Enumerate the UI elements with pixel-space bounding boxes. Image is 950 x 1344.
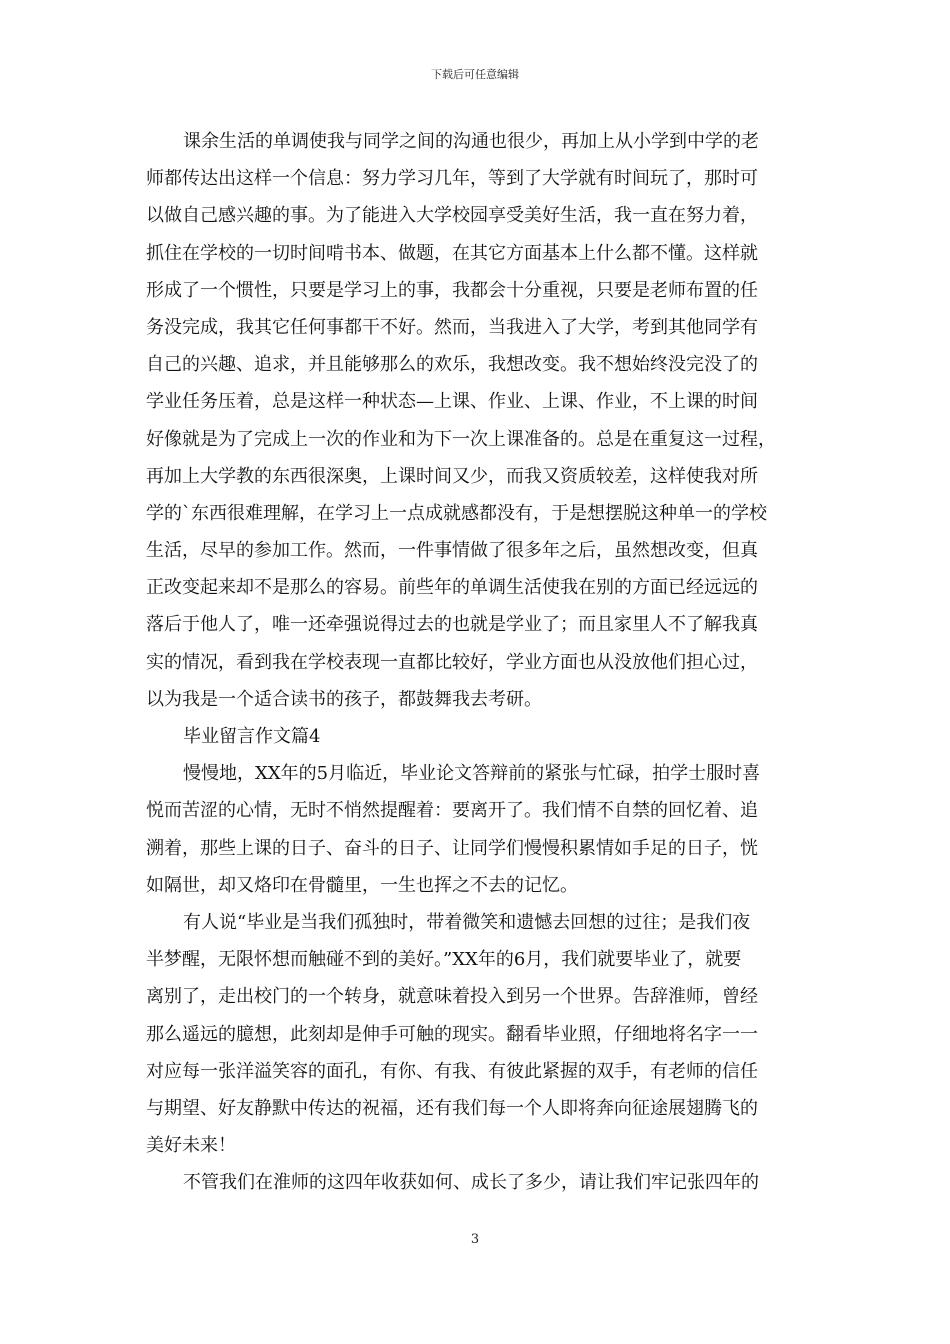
text-line: 美好未来！ bbox=[146, 1135, 236, 1157]
text-line: 形成了一个惯性，只要是学习上的事，我都会十分重视，只要是老师布置的任 bbox=[146, 279, 758, 301]
text-line: 有人说“毕业是当我们孤独时，带着微笑和遗憾去回想的过往；是我们夜 bbox=[183, 911, 751, 933]
text-line: 自己的兴趣、追求，并且能够那么的欢乐，我想改变。我不想始终没完没了的 bbox=[146, 354, 758, 376]
text-line: 课余生活的单调使我与同学之间的沟通也很少，再加上从小学到中学的老 bbox=[183, 131, 759, 152]
text-line: 如隔世，却又烙印在骨髓里，一生也挥之不去的记忆。 bbox=[146, 874, 578, 896]
text-line: 慢慢地，XX年的5月临近，毕业论文答辩前的紧张与忙碌，拍学士服时喜 bbox=[183, 763, 761, 785]
text-line: 离别了，走出校门的一个转身，就意味着投入到另一个世界。告辞淮师，曾经 bbox=[146, 986, 758, 1008]
text-line: 学业任务压着，总是这样一种状态—上课、作业、上课、作业，不上课的时间 bbox=[146, 391, 758, 413]
page-header: 下载后可任意编辑 bbox=[431, 68, 519, 81]
text-line: 半梦醒，无限怀想而触碰不到的美好。”XX年的6月，我们就要毕业了，就要 bbox=[146, 949, 742, 971]
text-line: 正改变起来却不是那么的容易。前些年的单调生活使我在别的方面已经远远的 bbox=[146, 577, 758, 599]
text-line: 那么遥远的臆想，此刻却是伸手可触的现实。翻看毕业照，仔细地将名字一一 bbox=[146, 1023, 758, 1045]
text-line: 生活，尽早的参加工作。然而，一件事情做了很多年之后，虽然想改变，但真 bbox=[146, 540, 758, 562]
page-number: 3 bbox=[470, 1232, 480, 1247]
text-line: 悦而苦涩的心情，无时不悄然提醒着：要离开了。我们情不自禁的回忆着、追 bbox=[146, 800, 758, 822]
text-line: 学的`东西很难理解，在学习上一点成就感都没有，于是想摆脱这种单一的学校 bbox=[146, 502, 767, 524]
text-line: 实的情况，看到我在学校表现一直都比较好，学业方面也从没放他们担心过， bbox=[146, 651, 758, 673]
body-text bbox=[146, 123, 814, 1201]
text-line: 对应每一张洋溢笑容的面孔，有你、有我、有彼此紧握的双手，有老师的信任 bbox=[146, 1060, 758, 1082]
text-line: 落后于他人了，唯一还牵强说得过去的也就是学业了；而且家里人不了解我真 bbox=[146, 614, 758, 636]
section-heading: 毕业留言作文篇4 bbox=[183, 726, 321, 747]
text-line: 以做自己感兴趣的事。为了能进入大学校园享受美好生活，我一直在努力着， bbox=[146, 205, 758, 227]
text-line: 以为我是一个适合读书的孩子，都鼓舞我去考研。 bbox=[146, 688, 542, 710]
text-line: 务没完成，我其它任何事都干不好。然而，当我进入了大学，考到其他同学有 bbox=[146, 316, 758, 338]
text-line: 抓住在学校的一切时间啃书本、做题，在其它方面基本上什么都不懂。这样就 bbox=[146, 242, 758, 264]
text-line: 好像就是为了完成上一次的作业和为下一次上课准备的。总是在重复这一过程， bbox=[146, 428, 776, 450]
text-line: 与期望、好友静默中传达的祝福，还有我们每一个人即将奔向征途展翅腾飞的 bbox=[146, 1097, 758, 1119]
text-line: 师都传达出这样一个信息：努力学习几年，等到了大学就有时间玩了，那时可 bbox=[146, 168, 758, 190]
text-line: 溯着，那些上课的日子、奋斗的日子、让同学们慢慢积累情如手足的日子，恍 bbox=[146, 837, 758, 859]
text-line: 不管我们在淮师的这四年收获如何、成长了多少，请让我们牢记张四年的 bbox=[183, 1172, 759, 1194]
text-line: 再加上大学教的东西很深奥，上课时间又少，而我又资质较差，这样使我对所 bbox=[146, 465, 758, 487]
